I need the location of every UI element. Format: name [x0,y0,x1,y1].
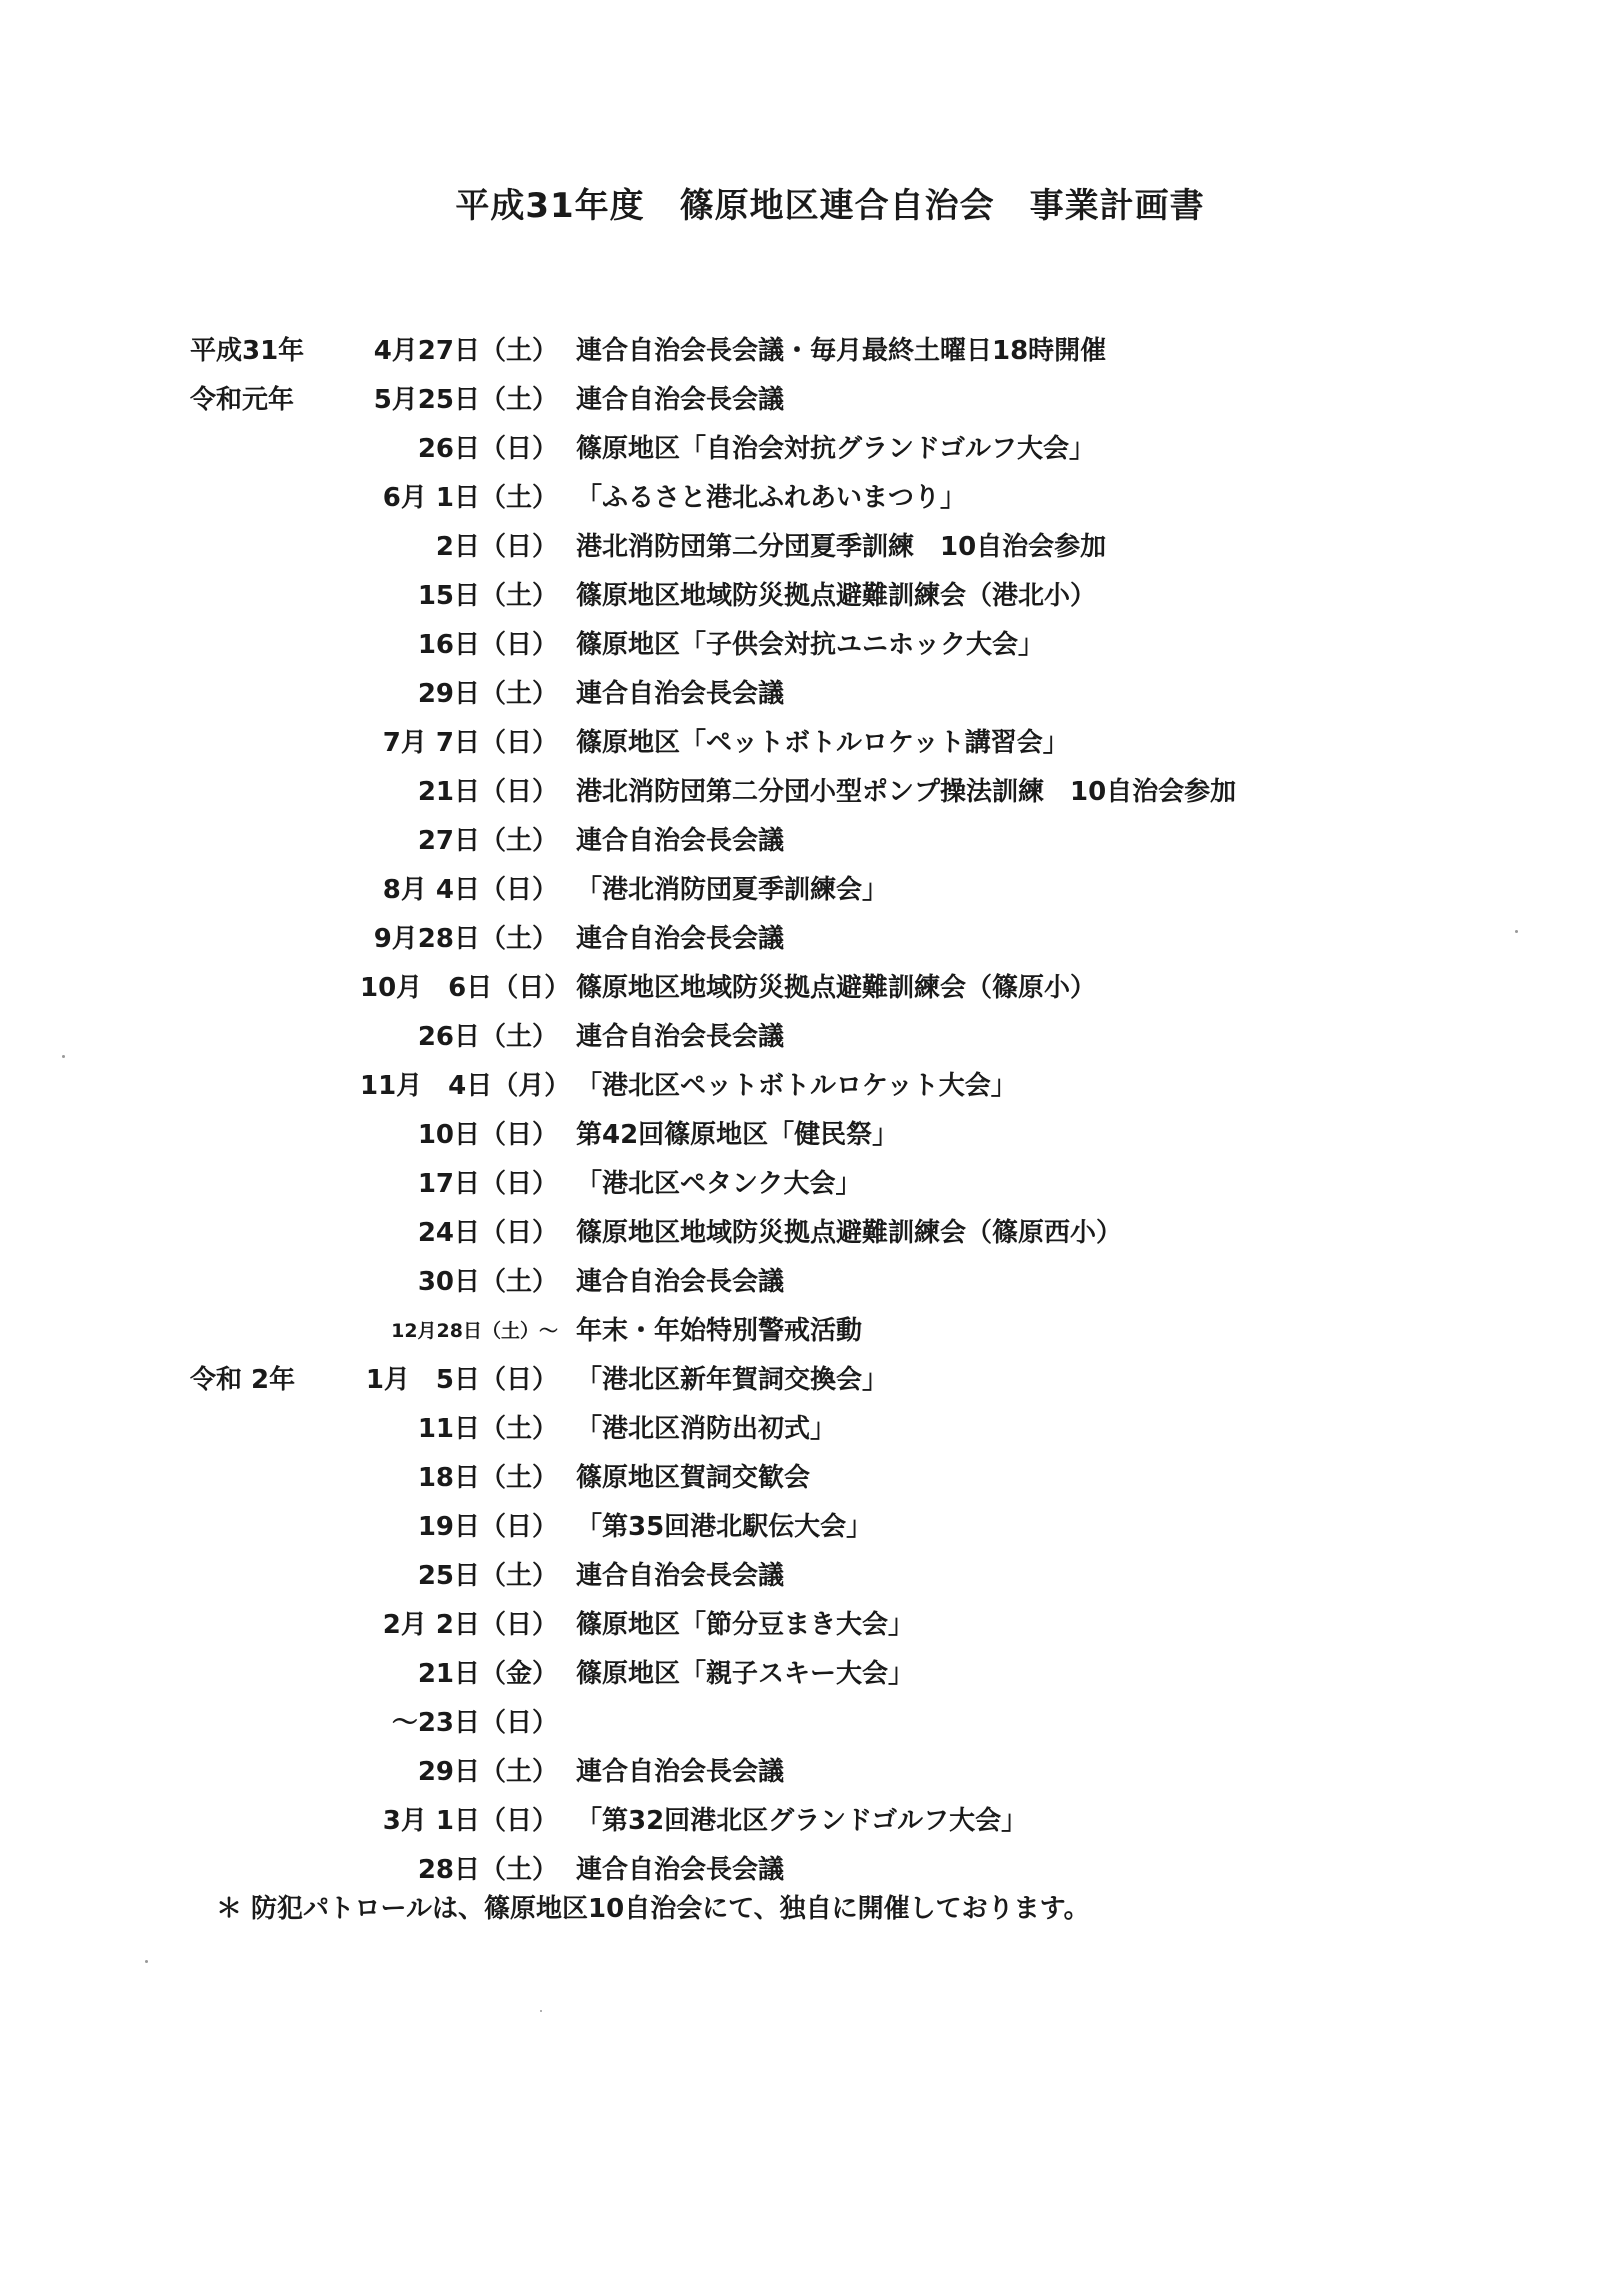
scan-speck [145,1960,148,1963]
schedule-row [0,1307,1600,1356]
schedule-row [0,523,1600,572]
schedule-row [0,1797,1600,1846]
row-date: 9月28日（土） [373,924,558,954]
row-event: 篠原地区地域防災拠点避難訓練会（篠原小） [576,973,1097,1003]
row-date: 29日（土） [417,679,558,709]
row-event: 連合自治会長会議・毎月最終土曜日18時開催 [576,336,1107,366]
row-event: 「港北区新年賀詞交換会」 [576,1365,889,1395]
schedule-row [0,474,1600,523]
row-event: 「ふるさと港北ふれあいまつり」 [576,483,967,513]
row-date: 12月28日（土）～ [391,1320,558,1342]
row-date: 4月27日（土） [373,336,558,366]
row-event: 「港北消防団夏季訓練会」 [576,875,889,905]
row-event: 連合自治会長会議 [576,385,785,415]
row-event: 連合自治会長会議 [576,1022,785,1052]
row-date: 1月 5日（日） [365,1365,558,1395]
schedule-row [0,670,1600,719]
schedule-row [0,1062,1600,1111]
row-event: 年末・年始特別警戒活動 [576,1316,863,1346]
row-date: 21日（金） [417,1659,558,1689]
row-date: 26日（土） [417,1022,558,1052]
schedule-row [0,1503,1600,1552]
row-date: 24日（日） [417,1218,558,1248]
row-event: 第42回篠原地区「健民祭」 [576,1120,899,1150]
schedule-row [0,719,1600,768]
row-event: 篠原地区賀詞交歓会 [576,1463,811,1493]
row-event: 連合自治会長会議 [576,1757,785,1787]
schedule-row [0,866,1600,915]
schedule-row [0,768,1600,817]
schedule-row [0,1356,1600,1405]
schedule-row [0,1111,1600,1160]
row-date: 26日（日） [417,434,558,464]
row-date: 18日（土） [417,1463,558,1493]
row-date: 29日（土） [417,1757,558,1787]
row-event: 「港北区ペタンク大会」 [576,1169,862,1199]
schedule-row [0,817,1600,866]
schedule-row [0,1748,1600,1797]
schedule-row [0,376,1600,425]
row-date: 6月 1日（土） [382,483,558,513]
row-date: 5月25日（土） [373,385,558,415]
schedule-row [0,1209,1600,1258]
row-date: 10月 6日（日） [360,973,571,1003]
row-date: 10日（日） [417,1120,558,1150]
row-event: 篠原地区「子供会対抗ユニホック大会」 [576,630,1045,660]
page-title: 平成31年度 篠原地区連合自治会 事業計画書 [455,186,1205,226]
row-date: 2日（日） [435,532,558,562]
row-event: 篠原地区「自治会対抗グランドゴルフ大会」 [576,434,1095,464]
schedule-row [0,1601,1600,1650]
row-date: 28日（土） [417,1855,558,1885]
footnote: ＊ 防犯パトロールは、篠原地区10自治会にて、独自に開催しております。 [216,1894,1090,1924]
row-event: 篠原地区地域防災拠点避難訓練会（港北小） [576,581,1097,611]
row-event: 連合自治会長会議 [576,1267,785,1297]
row-event: 篠原地区「ペットボトルロケット講習会」 [576,728,1069,758]
row-date: 30日（土） [417,1267,558,1297]
row-era: 平成31年 [190,336,305,366]
row-date: 19日（日） [417,1512,558,1542]
row-date: 25日（土） [417,1561,558,1591]
row-event: 連合自治会長会議 [576,826,785,856]
row-date: 7月 7日（日） [382,728,558,758]
row-event: 篠原地区「親子スキー大会」 [576,1659,915,1689]
row-event: 港北消防団第二分団小型ポンプ操法訓練 10自治会参加 [576,777,1237,807]
schedule-row [0,621,1600,670]
row-era: 令和 2年 [190,1365,296,1395]
row-date: 2月 2日（日） [382,1610,558,1640]
row-date: 11月 4日（月） [360,1071,571,1101]
row-event: 連合自治会長会議 [576,1855,785,1885]
schedule-row [0,915,1600,964]
row-event: 「第32回港北区グランドゴルフ大会」 [576,1806,1028,1836]
schedule-row [0,425,1600,474]
schedule-row [0,327,1600,376]
scan-speck [62,1055,65,1058]
row-event: 「第35回港北駅伝大会」 [576,1512,873,1542]
row-date: 17日（日） [417,1169,558,1199]
schedule-row [0,1699,1600,1748]
schedule-row [0,964,1600,1013]
schedule-row [0,1552,1600,1601]
row-event: 連合自治会長会議 [576,679,785,709]
row-date: 27日（土） [417,826,558,856]
row-date: 3月 1日（日） [382,1806,558,1836]
schedule-row [0,1650,1600,1699]
scan-speck [540,2010,542,2012]
row-date: 21日（日） [417,777,558,807]
schedule-row [0,572,1600,621]
schedule-list [0,327,1600,1895]
schedule-row [0,1405,1600,1454]
row-event: 港北消防団第二分団夏季訓練 10自治会参加 [576,532,1107,562]
row-era: 令和元年 [190,385,295,415]
schedule-row [0,1258,1600,1307]
row-date: 8月 4日（日） [382,875,558,905]
row-date: 15日（土） [417,581,558,611]
row-date: 11日（土） [417,1414,558,1444]
row-event: 連合自治会長会議 [576,1561,785,1591]
row-event: 連合自治会長会議 [576,924,785,954]
schedule-row [0,1013,1600,1062]
scan-speck [1515,930,1518,933]
row-date: ～23日（日） [391,1708,558,1738]
schedule-row [0,1160,1600,1209]
row-event: 篠原地区「節分豆まき大会」 [576,1610,915,1640]
row-date: 16日（日） [417,630,558,660]
row-event: 「港北区ペットボトルロケット大会」 [576,1071,1017,1101]
row-event: 篠原地区地域防災拠点避難訓練会（篠原西小） [576,1218,1123,1248]
schedule-row [0,1454,1600,1503]
row-event: 「港北区消防出初式」 [576,1414,837,1444]
